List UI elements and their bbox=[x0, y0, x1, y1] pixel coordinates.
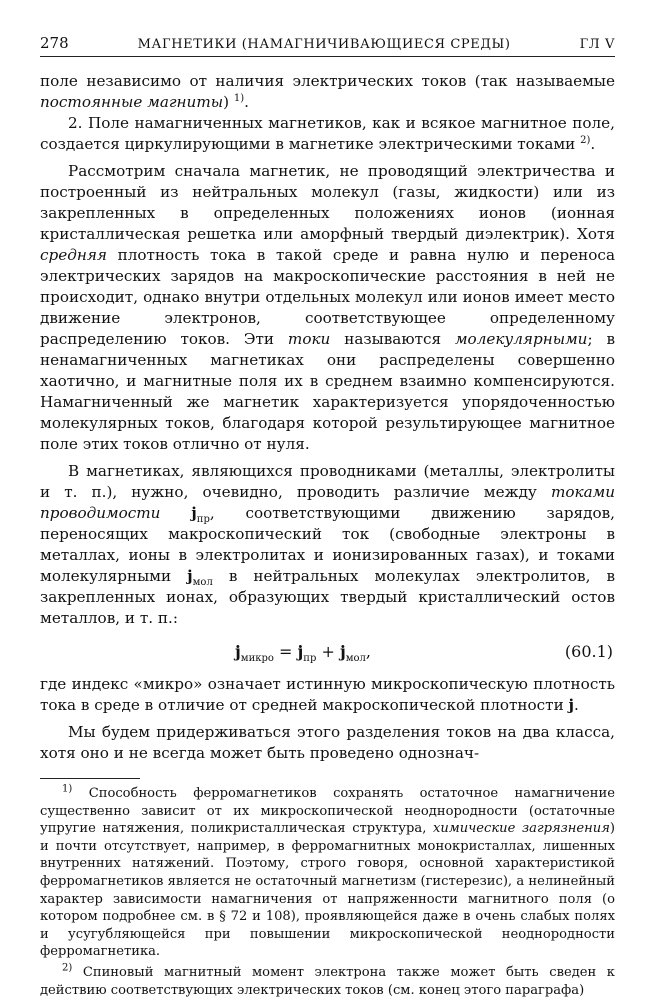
footnote-ref-1: 1) bbox=[233, 92, 245, 104]
footnote-2: $^{2)}$ Спиновый магнитный момент электрона также может быть сведен к действию соответствующих электрических токов (см. конец этого параграфа) bbox=[40, 962, 615, 998]
equation-number: (60.1) bbox=[564, 642, 613, 661]
chapter-label: ГЛ V bbox=[579, 37, 615, 52]
equation-60-1 bbox=[40, 641, 615, 665]
main-text bbox=[40, 71, 615, 764]
footnote-1: $^{1)}$ Способность ферромагнетиков сохранять остаточное намагничение существенно зависит от их микроскопической неоднородности (остаточные упругие натяжения, поликристаллическая структура, химические загрязнения) и почти отсутствует, например, в ферромагнитных монокристаллах, лишенных внутренних натяжений. Поэтому, строго говоря, основной характеристикой ферромагнетиков является не остаточный магнетизм (гистерезис), а нелинейный характер зависимости намагничения от напряженности магнитного поля (о котором подробнее см. в § 72 и 108), проявляющейся даже в очень слабых полях и усугубляющейся при повышении микроскопической неоднородности ферромагнетика. bbox=[40, 783, 615, 960]
book-page bbox=[40, 34, 615, 999]
paragraph-2: 2. Поле намагниченных магнетиков, как и всякое магнитное поле, создается циркулирующими в магнетике электрическими токами $^{2)}$. bbox=[40, 114, 615, 153]
paragraph-4: В магнетиках, являющихся проводниками (металлы, электролиты и т. п.), нужно, очевидно, проводить различие между токами проводимости $j_{пр}$, соответствующими движению зарядов, переносящих макроскопический ток (свободные электроны в металлах, ионы в электролитах и ионизированных газах), и токами молекулярными $j_{мол}$ в нейтральных молекулах электролитов, в закрепленных ионах, образующих твердый кристаллический остов металлов, и т. п.: bbox=[40, 462, 615, 627]
paragraph-5: где индекс «микро» означает истинную микроскопическую плотность тока в среде в отличие от средней макроскопической плотности j. bbox=[40, 675, 615, 714]
equation-formula: $j_{микро} = j_{пр} + j_{мол}$, bbox=[235, 642, 371, 665]
paragraph-6: Мы будем придерживаться этого разделения токов на два класса, хотя оно и не всегда может быть проведено однознач- bbox=[40, 723, 615, 762]
paragraph-1: поле независимо от наличия электрических токов (так называемые постоянные магниты) $^{1)}$. bbox=[40, 72, 615, 111]
footnotes bbox=[40, 785, 615, 999]
running-title: МАГНЕТИКИ (НАМАГНИЧИВАЮЩИЕСЯ СРЕДЫ) bbox=[137, 37, 511, 52]
footnote-ref-2: 2) bbox=[580, 134, 591, 146]
paragraph-3: Рассмотрим сначала магнетик, не проводящий электричества и построенный из нейтральных молекул (газы, жидкости) или из закрепленных в определенных положениях ионов (ионная кристаллическая решетка или аморфный твердый диэлектрик). Хотя средняя плотность тока в такой среде и равна нулю и переноса электрических зарядов на макроскопические расстояния в ней не происходит, однако внутри отдельных молекул или ионов имеет место движение электронов, соответствующее определенному распределению токов. Эти токи называются молекулярными; в ненамагниченных магнетиках они распределены совершенно хаотично, и магнитные поля их в среднем взаимно компенсируются. Намагниченный же магнетик характеризуется упорядоченностью молекулярных токов, благодаря которой результирующее магнитное поле этих токов отлично от нуля. bbox=[40, 162, 615, 453]
footnote-divider bbox=[40, 778, 140, 779]
page-number: 278 bbox=[40, 34, 69, 52]
running-header bbox=[40, 34, 615, 57]
